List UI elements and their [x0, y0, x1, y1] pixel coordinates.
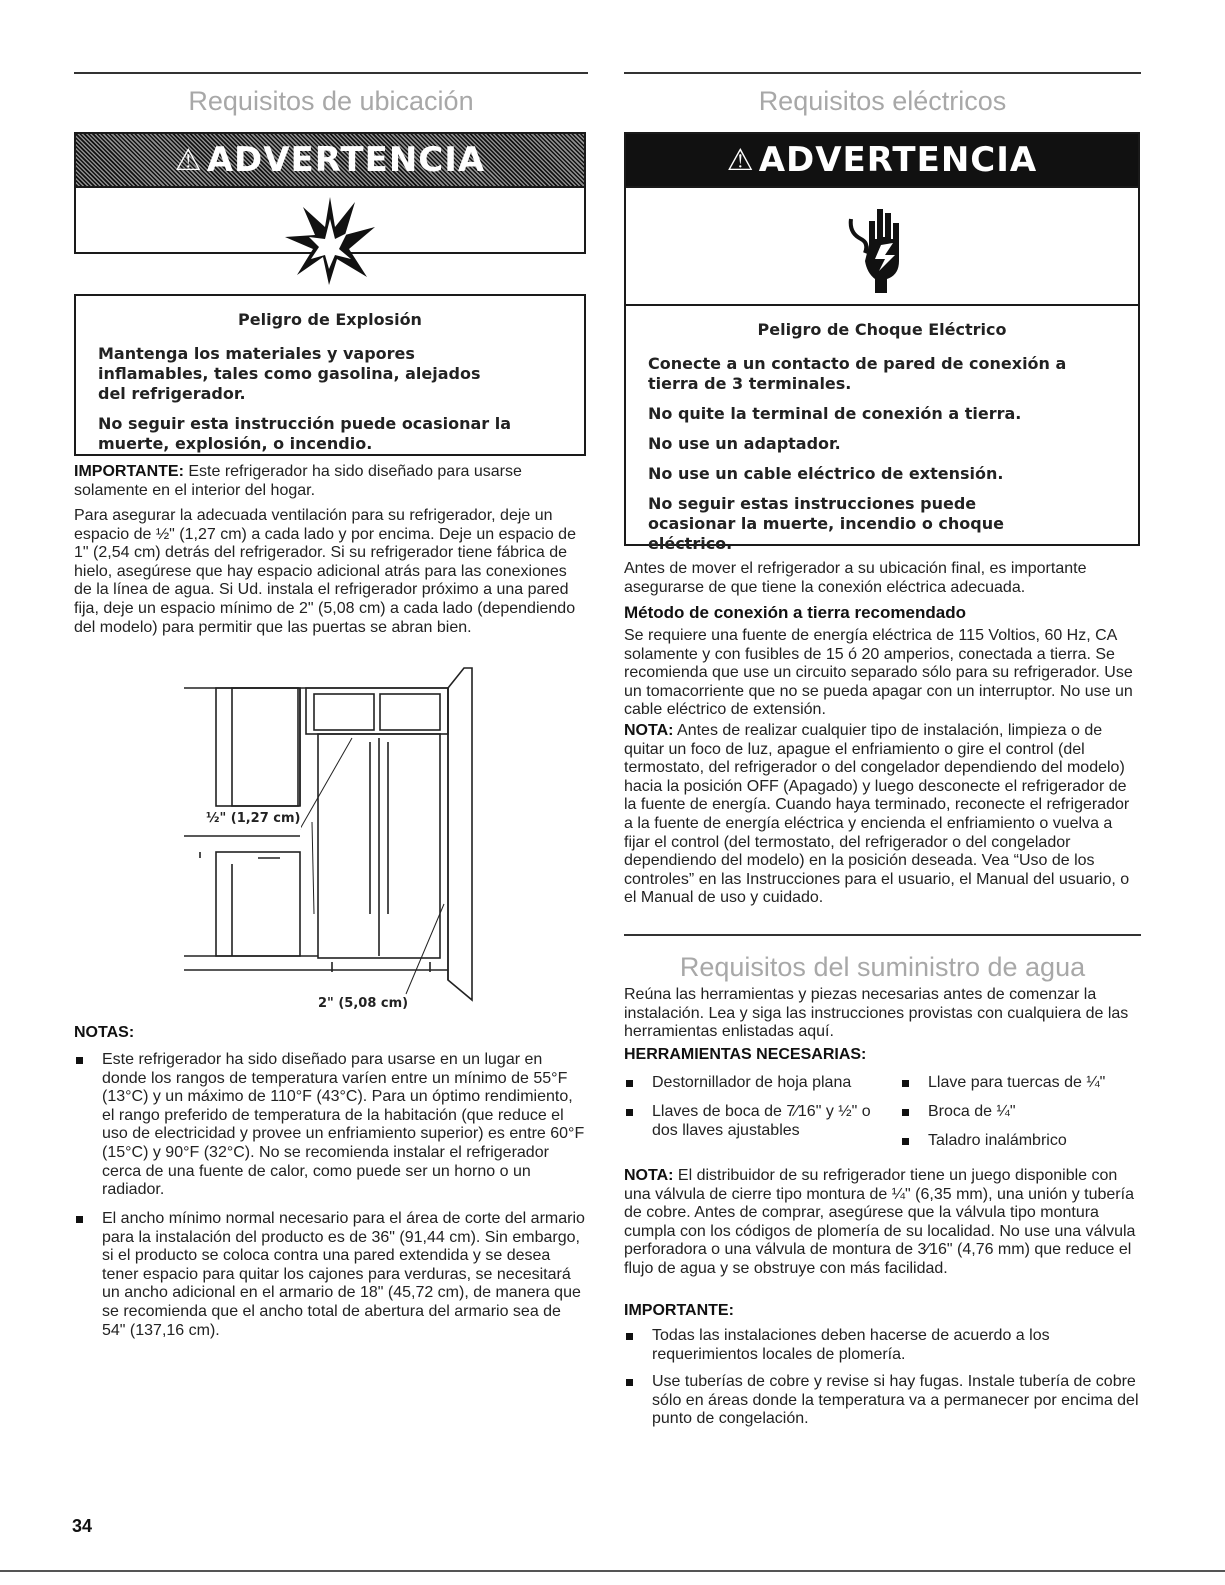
bottom-rule	[0, 1570, 1225, 1572]
water-intro: Reúna las herramientas y piezas necesarias antes de comenzar la instalación. Lea y siga las instrucciones provistas con cualquiera de las herramientas enlistadas aquí.	[624, 986, 1129, 1041]
tool-item: Llaves de boca de 7⁄16" y ½" o dos llaves ajustables	[624, 1103, 886, 1140]
important-heading: IMPORTANTE:	[624, 1302, 734, 1319]
tool-item: Destornillador de hoja plana	[624, 1074, 894, 1093]
note-item: Este refrigerador ha sido diseñado para usarse en un lugar en donde los rangos de temperatura varíen entre un mínimo de 55°F (13°C) y un máximo de 110°F (43°C). Para un óptimo rendimiento, el rango preferido de temperatura de la habitación (que reduce el uso de electricidad y provee un enfriamiento superior) es entre 60°F (15°C) y 90°F (32°C). No se recomienda instalar el refrigerador cerca de una fuente de calor, como puede ser un horno o un radiador.	[74, 1051, 586, 1200]
important-item: Use tuberías de cobre y revise si hay fugas. Instale tubería de cobre sólo en áreas donde la temperatura va a permanecer por encima del punto de congelación.	[624, 1373, 1140, 1429]
nota2-label: NOTA:	[624, 1167, 674, 1184]
warning-header	[76, 134, 584, 186]
section-title-water: Requisitos del suministro de agua	[679, 952, 1086, 982]
warning-line: Mantenga los materiales y vapores inflamables, tales como gasolina, alejados del refrigerador.	[98, 344, 481, 403]
warning-header	[626, 134, 1138, 186]
warning-header-text: ADVERTENCIA	[206, 140, 486, 180]
warning-header-text: ADVERTENCIA	[758, 140, 1038, 180]
refrigerator-clearance-figure	[184, 664, 484, 1004]
warning-box-explosion	[74, 132, 586, 254]
warning-triangle-icon: ⚠	[174, 142, 203, 178]
top-rule-left	[74, 72, 588, 74]
water-section-rule	[624, 934, 1141, 936]
tool-item: Taladro inalámbrico	[900, 1132, 1140, 1151]
important-label: IMPORTANTE:	[74, 463, 184, 480]
warning-line: No seguir estas instrucciones puede ocasionar la muerte, incendio o choque eléctrico.	[648, 494, 1004, 553]
section-title-location: Requisitos de ubicación	[188, 86, 474, 116]
warning-line: No use un cable eléctrico de extensión.	[648, 464, 1004, 483]
warning-line: No use un adaptador.	[648, 434, 841, 453]
warning-triangle-icon: ⚠	[726, 142, 755, 178]
nota-text: Antes de realizar cualquier tipo de instalación, limpieza o de quitar un foco de luz, apague el enfriamiento o gire el control (del termostato, del refrigerador o del congelador dependiendo del modelo) hacia la posición OFF (Apagado) y luego desconecte el refrigerador de la fuente de energía. Cuando haya terminado, reconecte el refrigerador a la fuente de energía eléctrica y encienda el enfriamiento o vuelva a fijar el control (del termostato, del refrigerador o del congelador dependiendo del modelo) en la posición deseada. Vea “Uso de los controles” en las Instrucciones para el usuario, el Manual del usuario, o el Manual de uso y cuidado.	[624, 722, 1130, 907]
section-title-electrical: Requisitos eléctricos	[758, 86, 1007, 116]
electrical-intro: Antes de mover el refrigerador a su ubicación final, es importante asegurarse de que tiene la conexión eléctrica adecuada.	[624, 560, 1087, 596]
ventilation-paragraph: Para asegurar la adecuada ventilación para su refrigerador, deje un espacio de ½" (1,27 cm) a cada lado y por encima. Deje un espacio de 1" (2,54 cm) detrás del refrigerador. Si su refrigerador tiene fábrica de hielo, asegúrese que hay espacio adicional atrás para las conexiones de la línea de agua. Si Ud. instala el refrigerador próximo a una pared fija, deje un espacio mínimo de 2" (5,08 cm) a cada lado (dependiendo del modelo) para permitir que las puertas se abran bien.	[74, 507, 576, 636]
nota-paragraph	[624, 722, 1140, 908]
tool-item: Llave para tuercas de ¼"	[900, 1074, 1140, 1093]
warning-text-box-explosion	[74, 294, 586, 456]
important-paragraph	[74, 463, 580, 500]
nota-label: NOTA:	[624, 722, 674, 739]
warning-line: No quite la terminal de conexión a tierra.	[648, 404, 1022, 423]
top-rule-right	[624, 72, 1141, 74]
note-item: El ancho mínimo normal necesario para el área de corte del armario para la instalación del producto es de 36" (91,44 cm). Sin embargo, si el producto se coloca contra una pared extendida y se desea tener espacio para quitar los cajones para verduras, se necesitará un ancho adicional en el armario de 18" (45,72 cm), de manera que se recomienda que el ancho total de abertura del armario sea de 54" (137,16 cm).	[74, 1210, 586, 1340]
page-number: 34	[72, 1516, 93, 1536]
important-text: Este refrigerador ha sido diseñado para usarse solamente en el interior del hogar.	[74, 463, 522, 499]
grounding-method-text: Se requiere una fuente de energía eléctrica de 115 Voltios, 60 Hz, CA solamente y con fusibles de 15 ó 20 amperios, conectada a tierra. Se recomienda que use un circuito separado sólo para su refrigerador. Use un tomacorriente que no se pueda apagar con un interruptor. No use un cable eléctrico de extensión.	[624, 627, 1133, 719]
warning-line: No seguir esta instrucción puede ocasionar la muerte, explosión, o incendio.	[98, 414, 512, 453]
label-two-inch: 2" (5,08 cm)	[318, 995, 408, 1014]
tool-item: Broca de ¼"	[900, 1103, 1140, 1122]
warning-box-electric	[624, 132, 1140, 553]
electric-shock-picture	[626, 186, 1138, 306]
danger-title: Peligro de Choque Eléctrico	[757, 320, 1007, 339]
explosion-picture	[76, 186, 584, 296]
tools-heading: HERRAMIENTAS NECESARIAS:	[624, 1046, 867, 1063]
label-half-inch: ½" (1,27 cm)	[206, 810, 301, 829]
electric-shock-icon	[847, 199, 917, 293]
notes-label: NOTAS:	[74, 1024, 135, 1041]
danger-title: Peligro de Explosión	[238, 310, 422, 329]
nota2-text: El distribuidor de su refrigerador tiene un juego disponible con una válvula de cierre tipo montura de ¼" (6,35 mm), una unión y tubería de cobre. Antes de comprar, asegúrese que la válvula tipo montura cumpla con los códigos de plomería de su localidad. No use una válvula perforadora o una válvula de montura de 3⁄16" (4,76 mm) que reduce el flujo de agua y se obstruye con más facilidad.	[624, 1167, 1136, 1277]
warning-line: Conecte a un contacto de pared de conexión a tierra de 3 terminales.	[648, 354, 1067, 393]
nota2-paragraph	[624, 1167, 1140, 1279]
grounding-method-heading: Método de conexión a tierra recomendado	[624, 603, 966, 622]
explosion-icon	[285, 197, 375, 287]
important-item: Todas las instalaciones deben hacerse de acuerdo a los requerimientos locales de plomería.	[624, 1327, 1140, 1364]
